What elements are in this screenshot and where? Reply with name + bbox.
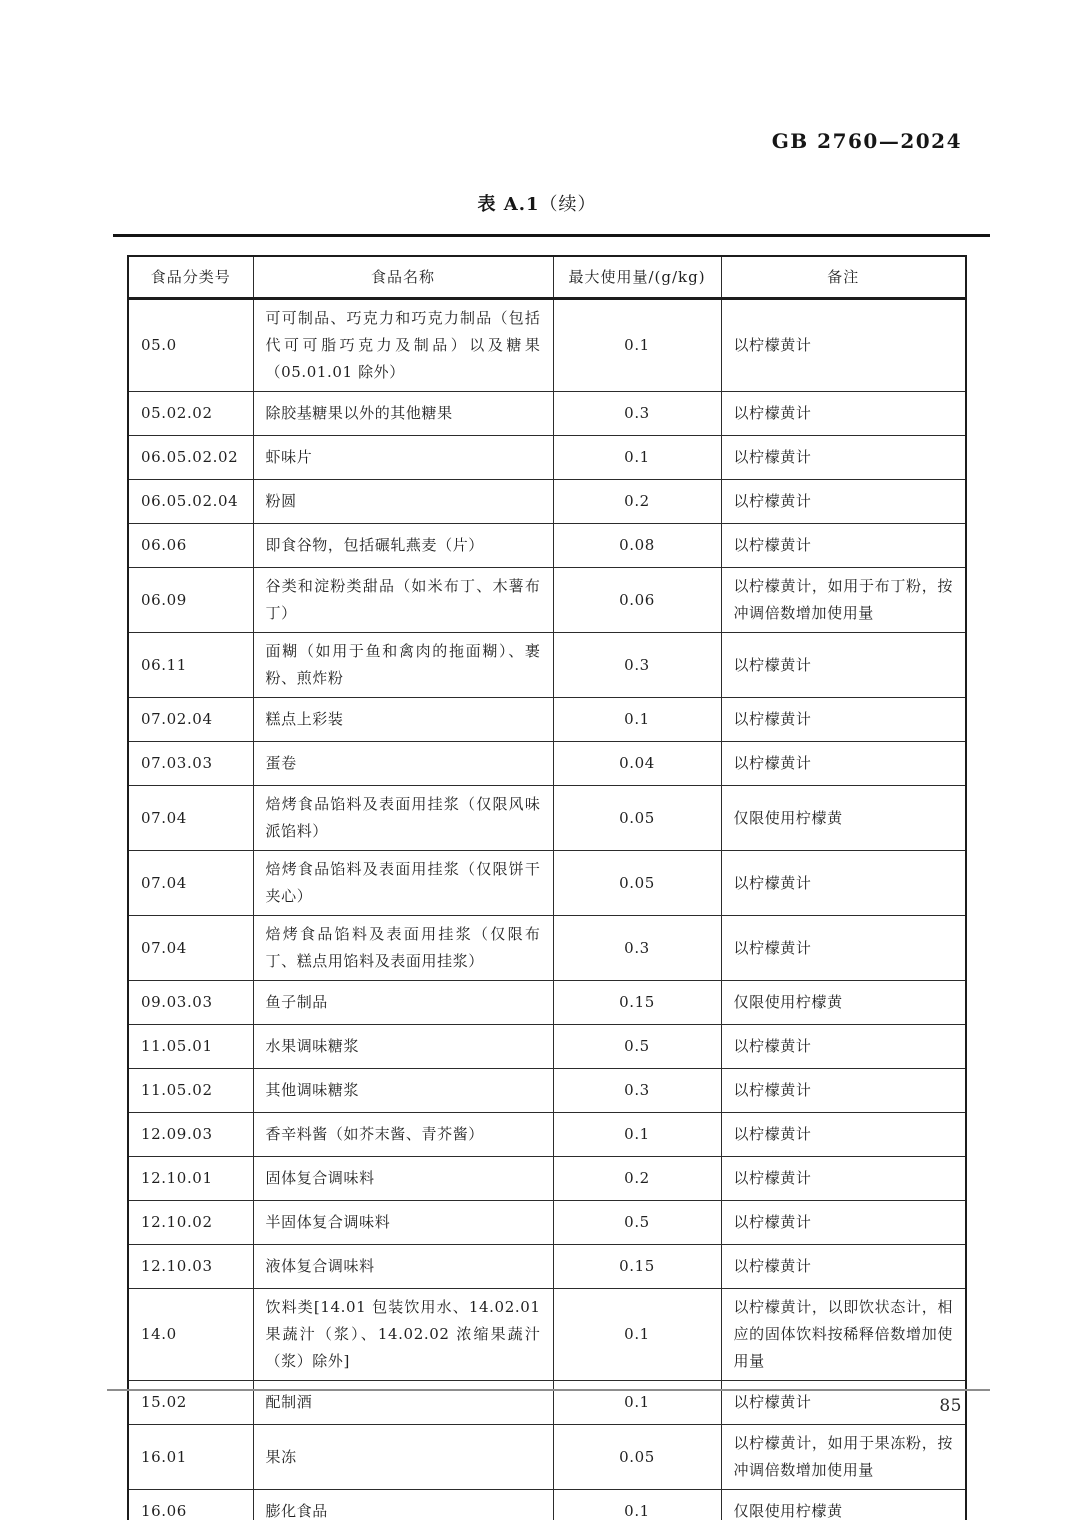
table-row (128, 1113, 966, 1157)
table-row (128, 1490, 966, 1520)
cell-note: 以柠檬黄计 (721, 851, 966, 916)
cell-note: 仅限使用柠檬黄 (721, 981, 966, 1025)
cell-max: 0.1 (553, 299, 721, 392)
cell-code: 06.06 (128, 524, 253, 568)
cell-note: 以柠檬黄计 (721, 1069, 966, 1113)
cell-max: 0.1 (553, 1113, 721, 1157)
cell-name: 鱼子制品 (253, 981, 553, 1025)
table-header-row (128, 256, 966, 299)
cell-max: 0.04 (553, 742, 721, 786)
table-row (128, 1157, 966, 1201)
cell-note: 以柠檬黄计，如用于布丁粉，按冲调倍数增加使用量 (721, 568, 966, 633)
cell-note: 以柠檬黄计 (721, 633, 966, 698)
cell-code: 16.01 (128, 1425, 253, 1490)
cell-note: 以柠檬黄计 (721, 480, 966, 524)
cell-name: 可可制品、巧克力和巧克力制品（包括代可可脂巧克力及制品）以及糖果（05.01.01 除外） (253, 299, 553, 392)
cell-code: 12.10.01 (128, 1157, 253, 1201)
cell-code: 07.04 (128, 916, 253, 981)
table-row (128, 1425, 966, 1490)
table-title (0, 190, 1074, 216)
cell-code: 07.04 (128, 851, 253, 916)
cell-name: 粉圆 (253, 480, 553, 524)
cell-name: 蛋卷 (253, 742, 553, 786)
cell-code: 06.05.02.02 (128, 436, 253, 480)
column-header-max-usage: 最大使用量/(g/kg) (553, 256, 721, 299)
cell-code: 11.05.01 (128, 1025, 253, 1069)
table-row (128, 633, 966, 698)
cell-note: 仅限使用柠檬黄 (721, 1490, 966, 1520)
cell-name: 半固体复合调味料 (253, 1201, 553, 1245)
table-title-main: 表 A.1 (477, 194, 540, 215)
cell-note: 以柠檬黄计 (721, 1113, 966, 1157)
cell-code: 05.0 (128, 299, 253, 392)
cell-name: 果冻 (253, 1425, 553, 1490)
cell-code: 12.10.03 (128, 1245, 253, 1289)
cell-max: 0.1 (553, 1289, 721, 1381)
table-row (128, 1201, 966, 1245)
cell-name: 焙烤食品馅料及表面用挂浆（仅限风味派馅料） (253, 786, 553, 851)
header-rule (113, 234, 990, 237)
column-header-food-name: 食品名称 (253, 256, 553, 299)
cell-name: 谷类和淀粉类甜品（如米布丁、木薯布丁） (253, 568, 553, 633)
cell-code: 06.05.02.04 (128, 480, 253, 524)
cell-note: 以柠檬黄计 (721, 436, 966, 480)
cell-code: 07.02.04 (128, 698, 253, 742)
cell-name: 焙烤食品馅料及表面用挂浆（仅限布丁、糕点用馅料及表面用挂浆） (253, 916, 553, 981)
standard-code: GB 2760—2024 (771, 129, 962, 153)
cell-max: 0.1 (553, 1490, 721, 1520)
cell-max: 0.05 (553, 1425, 721, 1490)
cell-name: 饮料类[14.01 包装饮用水、14.02.01 果蔬汁（浆）、14.02.02 浓缩果蔬汁（浆）除外] (253, 1289, 553, 1381)
cell-note: 以柠檬黄计 (721, 299, 966, 392)
column-header-remarks: 备注 (721, 256, 966, 299)
cell-name: 焙烤食品馅料及表面用挂浆（仅限饼干夹心） (253, 851, 553, 916)
cell-name: 膨化食品 (253, 1490, 553, 1520)
cell-max: 0.3 (553, 916, 721, 981)
cell-code: 05.02.02 (128, 392, 253, 436)
table-title-continued: （续） (539, 194, 597, 215)
cell-note: 以柠檬黄计 (721, 1245, 966, 1289)
cell-name: 液体复合调味料 (253, 1245, 553, 1289)
table-row (128, 480, 966, 524)
table-row (128, 786, 966, 851)
cell-code: 07.04 (128, 786, 253, 851)
cell-max: 0.06 (553, 568, 721, 633)
cell-max: 0.5 (553, 1025, 721, 1069)
cell-max: 0.1 (553, 436, 721, 480)
cell-note: 以柠檬黄计 (721, 392, 966, 436)
table-row (128, 742, 966, 786)
cell-note: 以柠檬黄计 (721, 742, 966, 786)
table-row (128, 1381, 966, 1425)
column-header-food-category-code: 食品分类号 (128, 256, 253, 299)
table-row (128, 568, 966, 633)
cell-max: 0.1 (553, 1381, 721, 1425)
cell-name: 固体复合调味料 (253, 1157, 553, 1201)
cell-name: 配制酒 (253, 1381, 553, 1425)
cell-name: 水果调味糖浆 (253, 1025, 553, 1069)
cell-name: 即食谷物，包括碾轧燕麦（片） (253, 524, 553, 568)
table-row (128, 1025, 966, 1069)
cell-note: 以柠檬黄计，如用于果冻粉，按冲调倍数增加使用量 (721, 1425, 966, 1490)
cell-code: 12.09.03 (128, 1113, 253, 1157)
cell-max: 0.3 (553, 392, 721, 436)
cell-code: 11.05.02 (128, 1069, 253, 1113)
cell-name: 其他调味糖浆 (253, 1069, 553, 1113)
cell-name: 香辛料酱（如芥末酱、青芥酱） (253, 1113, 553, 1157)
cell-note: 仅限使用柠檬黄 (721, 786, 966, 851)
cell-max: 0.15 (553, 1245, 721, 1289)
cell-code: 16.06 (128, 1490, 253, 1520)
cell-max: 0.1 (553, 698, 721, 742)
cell-code: 07.03.03 (128, 742, 253, 786)
cell-note: 以柠檬黄计 (721, 1381, 966, 1425)
cell-max: 0.2 (553, 1157, 721, 1201)
cell-name: 除胶基糖果以外的其他糖果 (253, 392, 553, 436)
cell-name: 虾味片 (253, 436, 553, 480)
cell-note: 以柠檬黄计，以即饮状态计，相应的固体饮料按稀释倍数增加使用量 (721, 1289, 966, 1381)
footer-rule (107, 1389, 990, 1391)
cell-name: 面糊（如用于鱼和禽肉的拖面糊）、裹粉、煎炸粉 (253, 633, 553, 698)
table-row (128, 698, 966, 742)
page-number: 85 (939, 1396, 962, 1416)
cell-note: 以柠檬黄计 (721, 1201, 966, 1245)
table-row (128, 1069, 966, 1113)
cell-note: 以柠檬黄计 (721, 1025, 966, 1069)
cell-note: 以柠檬黄计 (721, 1157, 966, 1201)
cell-max: 0.08 (553, 524, 721, 568)
cell-note: 以柠檬黄计 (721, 698, 966, 742)
table-row (128, 851, 966, 916)
cell-code: 15.02 (128, 1381, 253, 1425)
food-additive-usage-table (127, 255, 967, 1520)
table-body (128, 299, 966, 1520)
cell-note: 以柠檬黄计 (721, 524, 966, 568)
table-row (128, 981, 966, 1025)
cell-max: 0.2 (553, 480, 721, 524)
cell-max: 0.15 (553, 981, 721, 1025)
table-row (128, 916, 966, 981)
cell-code: 06.09 (128, 568, 253, 633)
cell-code: 14.0 (128, 1289, 253, 1381)
cell-max: 0.05 (553, 851, 721, 916)
cell-max: 0.05 (553, 786, 721, 851)
cell-note: 以柠檬黄计 (721, 916, 966, 981)
table-row (128, 299, 966, 392)
table-row (128, 1245, 966, 1289)
table-row (128, 1289, 966, 1381)
cell-code: 06.11 (128, 633, 253, 698)
table-row (128, 524, 966, 568)
table-row (128, 392, 966, 436)
cell-max: 0.3 (553, 1069, 721, 1113)
cell-code: 09.03.03 (128, 981, 253, 1025)
cell-name: 糕点上彩装 (253, 698, 553, 742)
cell-max: 0.3 (553, 633, 721, 698)
cell-max: 0.5 (553, 1201, 721, 1245)
table-row (128, 436, 966, 480)
cell-code: 12.10.02 (128, 1201, 253, 1245)
